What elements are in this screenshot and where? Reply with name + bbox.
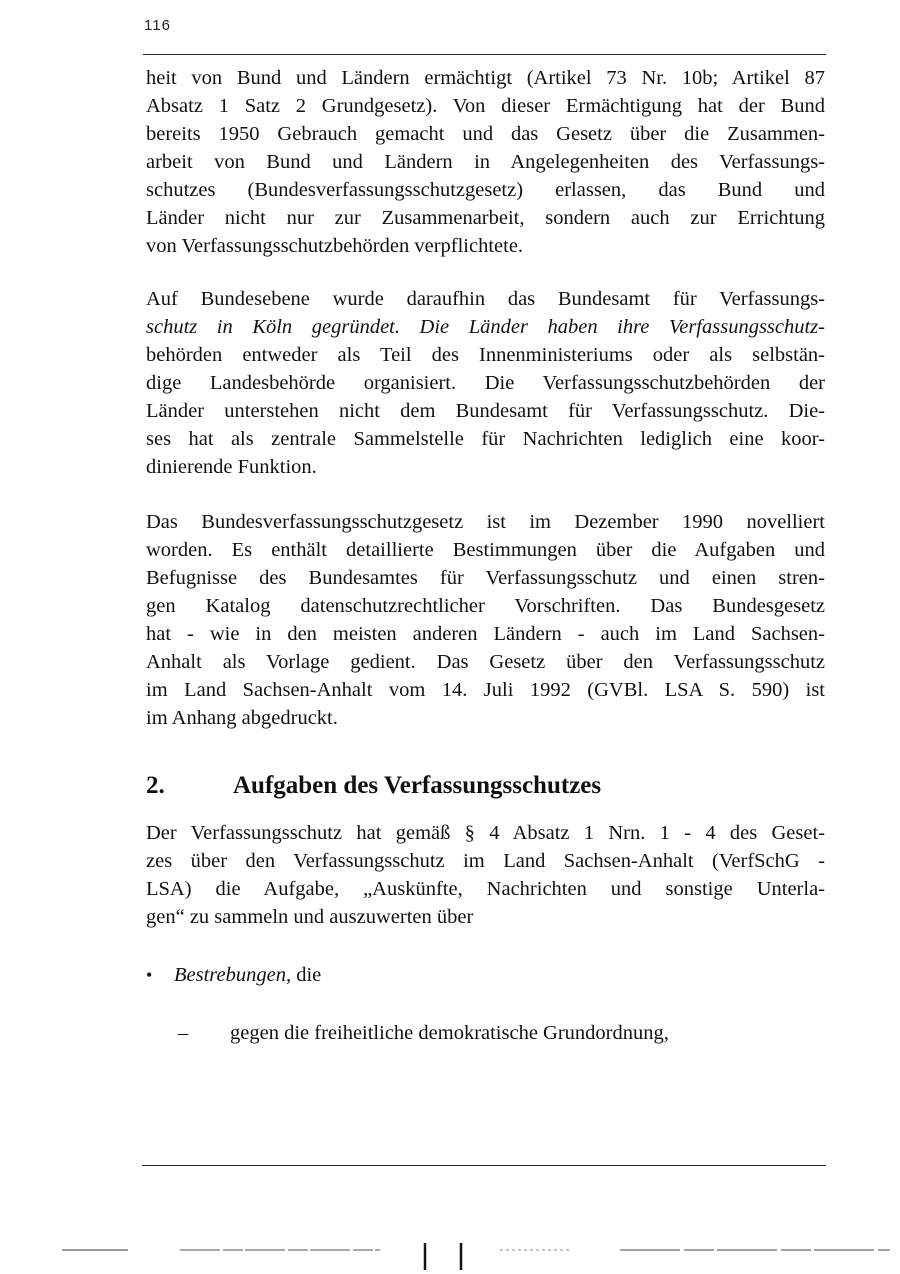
paragraph-line: behörden entweder als Teil des Innenministeriums oder als selbstän- [146,344,825,366]
paragraph-line: arbeit von Bund und Ländern in Angelegenheiten des Verfassungs- [146,151,825,173]
paragraph-line: ses hat als zentrale Sammelstelle für Nachrichten lediglich eine koor- [146,428,825,450]
paragraph-line: im Anhang abgedruckt. [146,707,338,729]
scan-artifacts [0,1240,900,1274]
paragraph-line: Länder unterstehen nicht dem Bundesamt für Verfassungsschutz. Die- [146,400,825,422]
paragraph-line: gen“ zu sammeln und auszuwerten über [146,906,474,928]
paragraph-line: Auf Bundesebene wurde daraufhin das Bundesamt für Verfassungs- [146,288,825,310]
page-number: 116 [144,17,171,34]
header-rule [143,54,826,55]
paragraph-line: gen Katalog datenschutzrechtlicher Vorschriften. Das Bundesgesetz [146,595,825,617]
paragraph-line: Absatz 1 Satz 2 Grundgesetz). Von dieser Ermächtigung hat der Bund [146,95,825,117]
paragraph-line: dinierende Funktion. [146,456,317,478]
bullet-text: die [291,964,322,986]
paragraph-line: Anhalt als Vorlage gedient. Das Gesetz über den Verfassungsschutz [146,651,825,673]
paragraph-line: schutzes (Bundesverfassungsschutzgesetz) erlassen, das Bund und [146,179,825,201]
paragraph-line: schutz in Köln gegründet. Die Länder haben ihre Verfassungsschutz- [146,316,825,338]
paragraph-line: im Land Sachsen-Anhalt vom 14. Juli 1992 (GVBl. LSA S. 590) ist [146,679,825,701]
paragraph-line: LSA) die Aufgabe, „Auskünfte, Nachrichten und sonstige Unterla- [146,878,825,900]
dash-item-text: gegen die freiheitliche demokratische Grundordnung, [230,1022,669,1044]
paragraph-3 [146,508,825,732]
bullet-icon: • [146,965,153,985]
section-heading [146,770,825,802]
paragraph-2 [146,285,825,481]
bullet-list-item [146,961,321,989]
paragraph-line: dige Landesbehörde organisiert. Die Verfassungsschutzbehörden der [146,372,825,394]
paragraph-1 [146,64,825,260]
paragraph-line: Befugnisse des Bundesamtes für Verfassungsschutz und einen stren- [146,567,825,589]
dash-list-item [178,1019,669,1047]
paragraph-line: heit von Bund und Ländern ermächtigt (Artikel 73 Nr. 10b; Artikel 87 [146,67,825,89]
paragraph-line: worden. Es enthält detaillierte Bestimmungen über die Aufgaben und [146,539,825,561]
paragraph-line: Der Verfassungsschutz hat gemäß § 4 Absatz 1 Nrn. 1 - 4 des Geset- [146,822,825,844]
paragraph-line: von Verfassungsschutzbehörden verpflichtete. [146,235,524,257]
paragraph-line: Das Bundesverfassungsschutzgesetz ist im Dezember 1990 novelliert [146,511,825,533]
bullet-emphasis: Bestrebungen, [174,964,292,986]
paragraph-line: zes über den Verfassungsschutz im Land Sachsen-Anhalt (VerfSchG - [146,850,825,872]
paragraph-line: bereits 1950 Gebrauch gemacht und das Gesetz über die Zusammen- [146,123,825,145]
section-title: Aufgaben des Verfassungsschutzes [233,772,602,799]
footer-rule [142,1165,826,1166]
section-number: 2. [146,772,165,799]
dash-icon: – [178,1022,189,1044]
paragraph-4 [146,819,825,931]
paragraph-line: hat - wie in den meisten anderen Ländern - auch im Land Sachsen- [146,623,825,645]
paragraph-line: Länder nicht nur zur Zusammenarbeit, sondern auch zur Errichtung [146,207,825,229]
